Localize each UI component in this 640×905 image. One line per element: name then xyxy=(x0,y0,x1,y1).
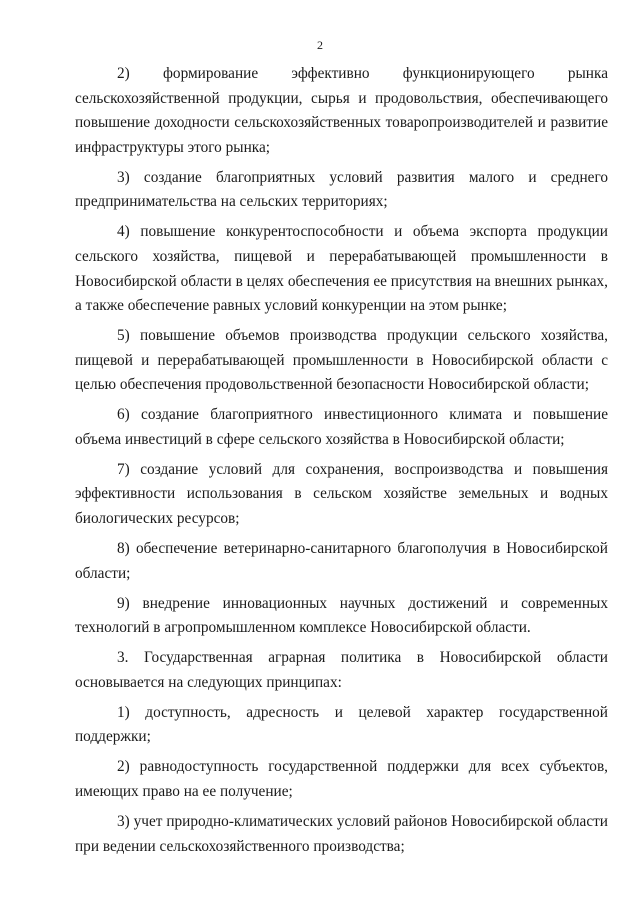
paragraph-item-5-production-volume: 5) повышение объемов производства продукции сельского хозяйства, пищевой и перерабатывающей промышленности в Новосибирской области с целью обеспечения продовольственной безопасности Новосибирской области; xyxy=(75,327,608,394)
paragraph-item-6-investment-climate: 6) создание благоприятного инвестиционного климата и повышение объема инвестиций в сфере сельского хозяйства в Новосибирской области; xyxy=(75,406,608,448)
paragraph-item-8-veterinary: 8) обеспечение ветеринарно-санитарного благополучия в Новосибирской области; xyxy=(75,540,608,582)
paragraph-principle-1-accessibility: 1) доступность, адресность и целевой характер государственной поддержки; xyxy=(75,703,608,746)
paragraph-item-2-market-formation: 2) формирование эффективно функционирующего рынка сельскохозяйственной продукции, сырья и продовольствия, обеспечивающего повышение доходности сельскохозяйственных товаропроизводителей и развитие инфраструктуры этого рынка; xyxy=(75,65,608,156)
paragraph-section-3-principles: 3. Государственная аграрная политика в Новосибирской области основывается на следующих принципах: xyxy=(75,649,608,691)
document-body xyxy=(75,62,608,859)
paragraph-item-3-small-business: 3) создание благоприятных условий развития малого и среднего предпринимательства на сельских территориях; xyxy=(75,168,608,211)
paragraph-item-7-resources: 7) создание условий для сохранения, воспроизводства и повышения эффективности использования в сельском хозяйстве земельных и водных биологических ресурсов; xyxy=(75,460,608,528)
paragraph-principle-2-equal-access: 2) равнодоступность государственной поддержки для всех субъектов, имеющих право на ее получение; xyxy=(75,758,608,800)
paragraph-principle-3-climate: 3) учет природно-климатических условий районов Новосибирской области при ведении сельскохозяйственного производства; xyxy=(75,812,608,855)
paragraph-item-4-competitiveness-export: 4) повышение конкурентоспособности и объема экспорта продукции сельского хозяйства, пищевой и перерабатывающей промышленности в Новосибирской области в целях обеспечения ее присутствия на внешних рынках, а также обеспечение равных условий конкуренции на этом рынке; xyxy=(75,223,608,315)
page-number: 2 xyxy=(317,38,323,52)
paragraph-item-9-innovation: 9) внедрение инновационных научных достижений и современных технологий в агропромышленном комплексе Новосибирской области. xyxy=(75,594,608,637)
